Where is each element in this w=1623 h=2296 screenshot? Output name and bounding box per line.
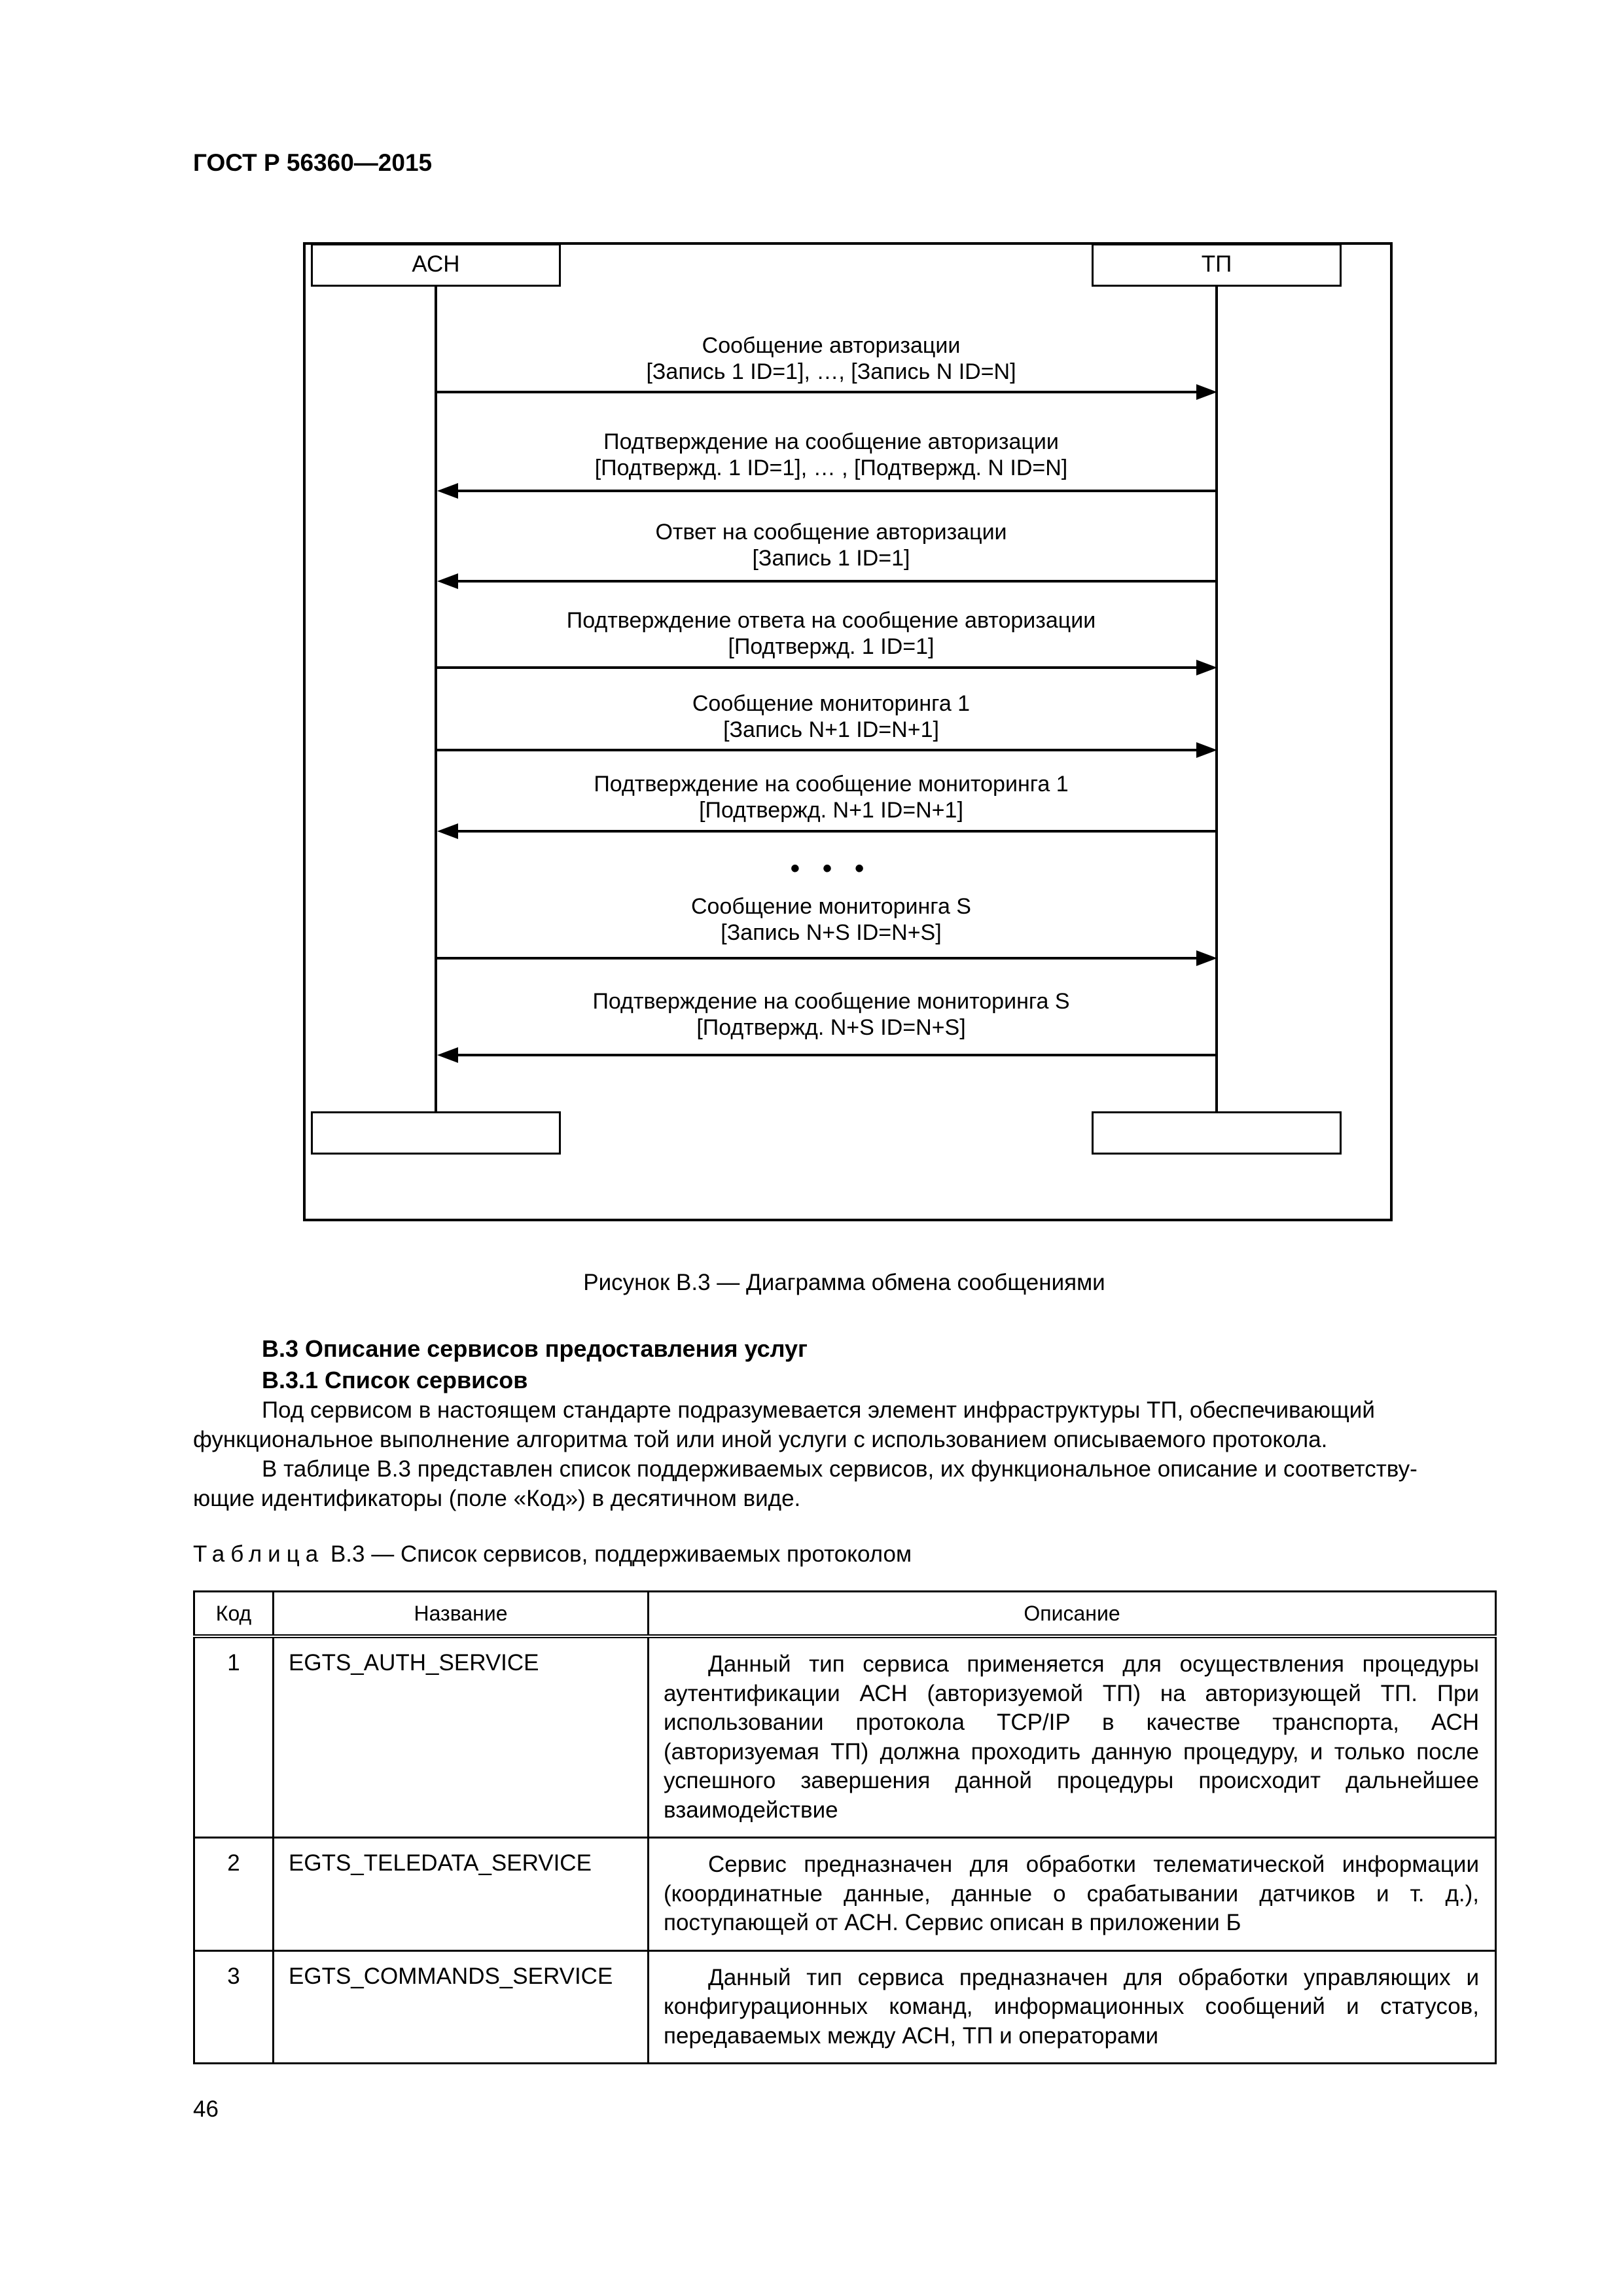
cell-name: EGTS_TELEDATA_SERVICE — [274, 1838, 649, 1951]
message-label: Сообщение авторизации [Запись 1 ID=1], …, [Запись N ID=N] — [646, 333, 1016, 384]
cell-code: 2 — [194, 1838, 274, 1951]
message-arrow-left — [457, 580, 1216, 583]
message-label: Сообщение мониторинга 1 [Запись N+1 ID=N+1] — [692, 691, 971, 742]
message-label: Подтверждение ответа на сообщение авторизации [Подтвержд. 1 ID=1] — [566, 608, 1096, 659]
section-title: В.3 Описание сервисов предоставления услуг — [262, 1335, 808, 1362]
column-header-description: Описание — [649, 1592, 1496, 1637]
actor-box-tp: ТП — [1092, 243, 1342, 287]
cell-name: EGTS_AUTH_SERVICE — [274, 1636, 649, 1838]
message-arrow-right — [437, 957, 1196, 960]
arrow-head-right-icon — [1196, 660, 1217, 675]
actor-box-ach: АСН — [311, 243, 561, 287]
message-label: Ответ на сообщение авторизации [Запись 1 ID=1] — [655, 520, 1007, 571]
cell-description: Данный тип сервиса предназначен для обработки управляющих и конфигурационных команд, информационных сообщений и статусов, передаваемых между АСН, ТП и операторами — [649, 1950, 1496, 2064]
arrow-head-left-icon — [437, 1047, 458, 1063]
arrow-head-right-icon — [1196, 950, 1217, 966]
message-arrow-left — [457, 830, 1216, 833]
message-label: Подтверждение на сообщение авторизации [Подтвержд. 1 ID=1], … , [Подтвержд. N ID=N] — [594, 429, 1068, 480]
message-label: Сообщение мониторинга S [Запись N+S ID=N+S] — [691, 894, 971, 945]
cell-code: 3 — [194, 1950, 274, 2064]
cell-name: EGTS_COMMANDS_SERVICE — [274, 1950, 649, 2064]
column-header-name: Название — [274, 1592, 649, 1637]
actor-end-box-ach — [311, 1111, 561, 1155]
paragraph: Под сервисом в настоящем стандарте подразумевается элемент инфраструктуры ТП, обеспечивающий функциональное выполнение алгоритма той или иной услуги с использованием описываемого протокола. — [193, 1397, 1375, 1452]
subsection-title: В.3.1 Список сервисов — [262, 1367, 528, 1393]
message-arrow-right — [437, 749, 1196, 751]
table-row — [194, 1838, 1496, 1951]
message-arrow-left — [457, 1054, 1216, 1056]
cell-description: Данный тип сервиса применяется для осуществления процедуры аутентификации АСН (авторизуемой ТП) на авторизующей ТП. При использовании протокола TCP/IP в качестве транспорта, АСН (авторизуемая ТП) должна проходить данную процедуру, и только после успешного завершения данной процедуры происходит дальнейшее взаимодействие — [649, 1636, 1496, 1838]
message-arrow-right — [437, 666, 1196, 669]
message-arrow-left — [457, 490, 1216, 492]
cell-code: 1 — [194, 1636, 274, 1838]
document-header: ГОСТ Р 56360—2015 — [193, 149, 433, 176]
figure-caption: Рисунок В.3 — Диаграмма обмена сообщениями — [583, 1270, 1105, 1295]
table-row — [194, 1636, 1496, 1838]
arrow-head-left-icon — [437, 823, 458, 839]
arrow-head-left-icon — [437, 483, 458, 499]
arrow-head-right-icon — [1196, 384, 1217, 400]
column-header-code: Код — [194, 1592, 274, 1637]
cell-description: Сервис предназначен для обработки телематической информации (координатные данные, данные о срабатывании датчиков и т. д.), поступающей от АСН. Сервис описан в приложении Б — [649, 1838, 1496, 1951]
arrow-head-right-icon — [1196, 742, 1217, 758]
message-label: Подтверждение на сообщение мониторинга S [Подтвержд. N+S ID=N+S] — [592, 989, 1070, 1040]
sequence-ellipsis: • • • — [790, 854, 872, 883]
page-number: 46 — [193, 2096, 219, 2122]
table-row — [194, 1950, 1496, 2064]
services-table — [193, 1590, 1497, 2064]
lifeline-ach — [435, 287, 437, 1111]
paragraph: В таблице В.3 представлен список поддерживаемых сервисов, их функциональное описание и соответству- ющие идентификаторы (поле «Код») в десятичном виде. — [193, 1456, 1418, 1511]
table-caption: Таблица В.3 — Список сервисов, поддерживаемых протоколом — [193, 1541, 912, 1567]
message-label: Подтверждение на сообщение мониторинга 1 [Подтвержд. N+1 ID=N+1] — [594, 772, 1069, 823]
message-arrow-right — [437, 391, 1196, 393]
actor-end-box-tp — [1092, 1111, 1342, 1155]
arrow-head-left-icon — [437, 573, 458, 589]
